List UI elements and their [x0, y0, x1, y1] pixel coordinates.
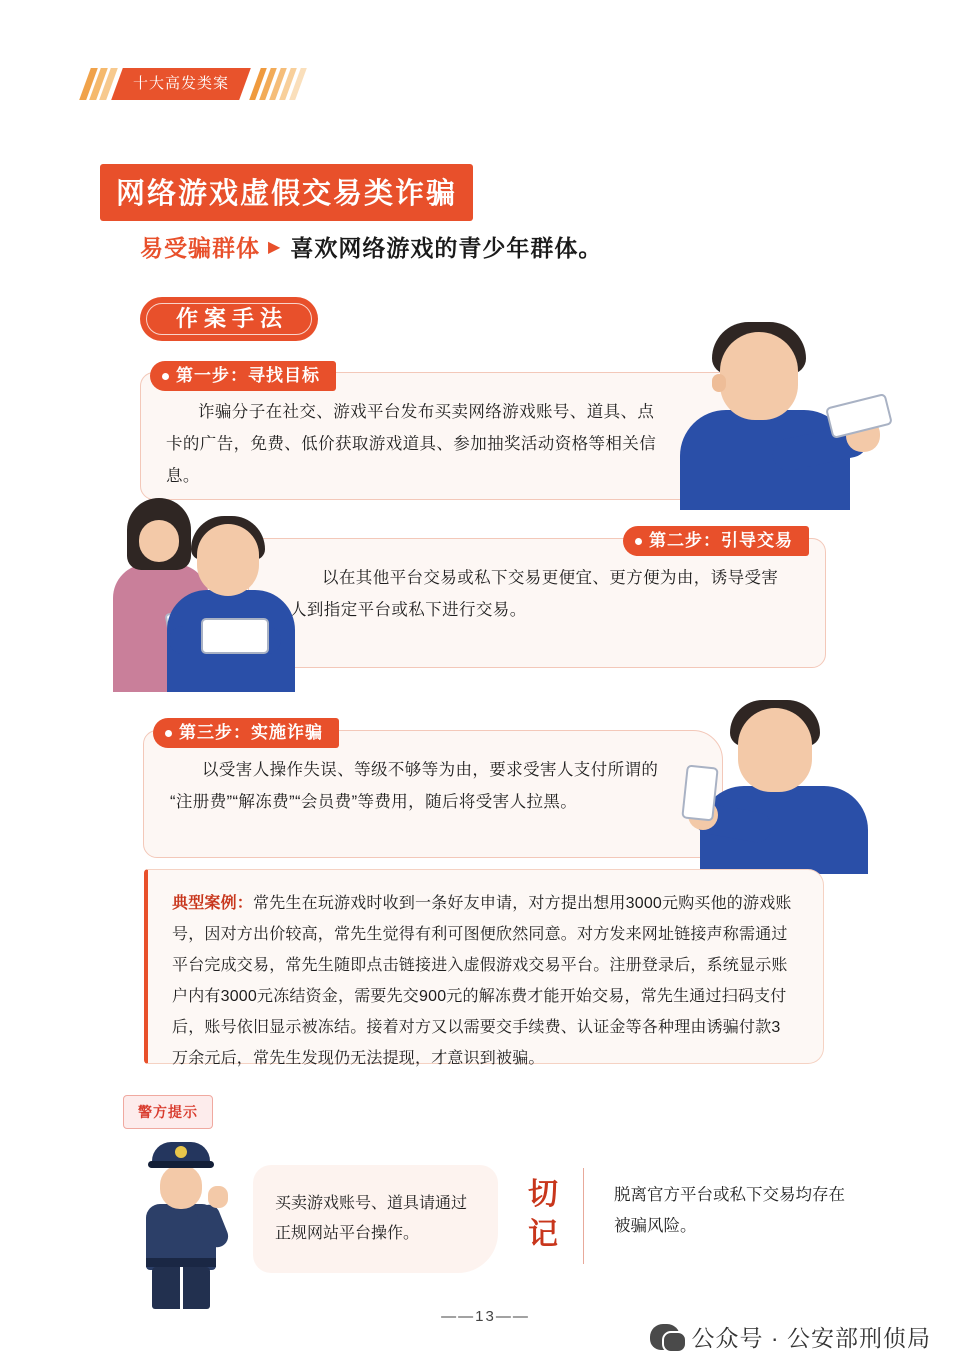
illustration-woman-and-boy	[105, 498, 320, 690]
police-tip-badge: 警方提示	[123, 1095, 213, 1129]
step-text-2: 以在其他平台交易或私下交易更便宜、更方便为由，诱导受害人到指定平台或私下进行交易。	[290, 569, 779, 619]
step-text-1: 诈骗分子在社交、游戏平台发布买卖网络游戏账号、道具、点卡的广告，免费、低价获取游戏道具、参加抽奖活动资格等相关信息。	[166, 403, 657, 485]
police-tip-bubble-text: 买卖游戏账号、道具请通过正规网站平台操作。	[275, 1195, 468, 1242]
bullet-dot-icon	[162, 373, 169, 380]
page-title: 网络游戏虚假交易类诈骗	[100, 164, 473, 221]
page-number: ——13——	[441, 1308, 530, 1325]
step-text-3: 以受害人操作失误、等级不够等为由，要求受害人支付所谓的“注册费”“解冻费”“会员费”等费用，随后将受害人拉黑。	[170, 761, 659, 811]
police-tip-bubble	[253, 1165, 498, 1273]
page-header	[85, 68, 305, 100]
illustration-boy-with-phone	[660, 322, 890, 507]
step-tag-1-label: 第一步：寻找目标	[176, 366, 320, 385]
chapter-label-text: 十大高发类案	[133, 75, 230, 92]
typical-case-body: 常先生在玩游戏时收到一条好友申请，对方提出想用3000元购买他的游戏账号，因对方出价较高，常先生觉得有利可图便欣然同意。对方发来网址链接声称需通过平台完成交易，常先生随即点击链接进入虚假游戏交易平台。注册登录后，系统显示账户内有3000元冻结资金，需要先交900元的解冻费才能开始交易，常先生通过扫码支付后，账号依旧显示被冻结。接着对方又以需要交手续费、认证金等各种理由诱骗付款3万余元后，常先生发现仍无法提现，才意识到被骗。	[172, 895, 792, 1067]
step-tag-2	[623, 526, 809, 556]
method-badge: 作案手法	[140, 297, 318, 341]
chapter-label	[111, 68, 251, 100]
typical-case-text	[172, 888, 795, 1074]
step-tag-3	[153, 718, 339, 748]
step-tag-1	[150, 361, 336, 391]
victim-group-line	[140, 230, 602, 263]
step-tag-3-label: 第三步：实施诈骗	[179, 723, 323, 742]
header-right-stripes	[255, 68, 305, 100]
police-tip-right-text: 脱离官方平台或私下交易均存在被骗风险。	[614, 1186, 845, 1235]
step-tag-2-label: 第二步：引导交易	[649, 531, 793, 550]
typical-case-box	[144, 869, 824, 1067]
typical-case-label: 典型案例：	[172, 895, 254, 912]
wechat-icon	[650, 1324, 680, 1350]
victim-group-text: 喜欢网络游戏的青少年群体。	[290, 235, 603, 261]
footer-brand	[650, 1320, 931, 1353]
bullet-dot-icon	[165, 730, 172, 737]
illustration-boy-holding-phone	[686, 700, 901, 868]
bullet-dot-icon	[635, 538, 642, 545]
footer-brand-text: 公众号 · 公安部刑侦局	[691, 1325, 931, 1351]
victim-group-label: 易受骗群体	[140, 235, 260, 261]
illustration-police-officer	[128, 1142, 238, 1310]
vertical-divider	[583, 1168, 584, 1264]
header-left-stripes	[85, 68, 115, 100]
remember-mark: 切记	[528, 1178, 558, 1251]
triangle-right-icon: ▶	[268, 238, 281, 256]
